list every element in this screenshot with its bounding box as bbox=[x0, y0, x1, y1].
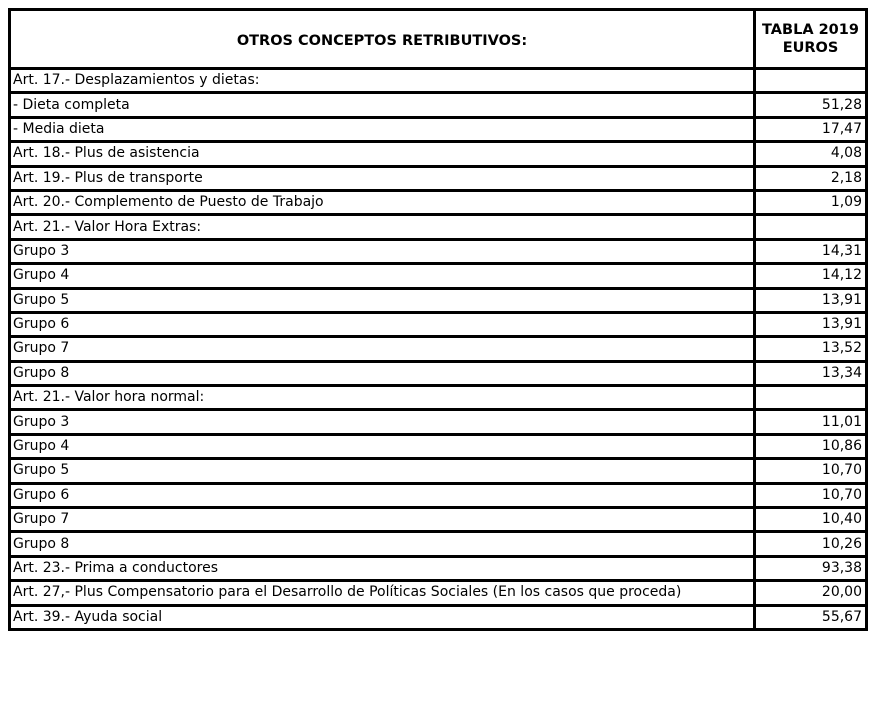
row-label: Grupo 8 bbox=[10, 361, 755, 385]
row-label: Art. 23.- Prima a conductores bbox=[10, 556, 755, 580]
row-label: Art. 39.- Ayuda social bbox=[10, 605, 755, 629]
row-label: Grupo 5 bbox=[10, 459, 755, 483]
row-label: Grupo 5 bbox=[10, 288, 755, 312]
row-value: 1,09 bbox=[755, 190, 867, 214]
row-label: Grupo 6 bbox=[10, 483, 755, 507]
table-row bbox=[10, 142, 867, 166]
row-value: 11,01 bbox=[755, 410, 867, 434]
table-row bbox=[10, 166, 867, 190]
table-row bbox=[10, 361, 867, 385]
row-value: 10,26 bbox=[755, 532, 867, 556]
table-row bbox=[10, 312, 867, 336]
row-label: Grupo 6 bbox=[10, 312, 755, 336]
row-value: 55,67 bbox=[755, 605, 867, 629]
row-label: Grupo 3 bbox=[10, 239, 755, 263]
table-row bbox=[10, 239, 867, 263]
row-label: Grupo 8 bbox=[10, 532, 755, 556]
table-row bbox=[10, 288, 867, 312]
table-row bbox=[10, 386, 867, 410]
table-row bbox=[10, 93, 867, 117]
table-row bbox=[10, 190, 867, 214]
header-table-line2: EUROS bbox=[782, 40, 839, 56]
retribution-table bbox=[8, 8, 868, 631]
row-value: 13,91 bbox=[755, 288, 867, 312]
row-value: 93,38 bbox=[755, 556, 867, 580]
row-value: 10,70 bbox=[755, 459, 867, 483]
table-row bbox=[10, 459, 867, 483]
table-row bbox=[10, 532, 867, 556]
row-value: 10,70 bbox=[755, 483, 867, 507]
table-row bbox=[10, 483, 867, 507]
row-value: 14,12 bbox=[755, 264, 867, 288]
row-value: 4,08 bbox=[755, 142, 867, 166]
row-label: Art. 21.- Valor hora normal: bbox=[10, 386, 755, 410]
header-table-line1: TABLA 2019 bbox=[762, 22, 859, 38]
row-value bbox=[755, 215, 867, 239]
table-header-row bbox=[10, 10, 867, 69]
table-row bbox=[10, 264, 867, 288]
row-value: 2,18 bbox=[755, 166, 867, 190]
row-value: 51,28 bbox=[755, 93, 867, 117]
row-label: Art. 27,- Plus Compensatorio para el Desarrollo de Políticas Sociales (En los casos que proceda) bbox=[10, 581, 755, 605]
table-row bbox=[10, 556, 867, 580]
row-label: Art. 21.- Valor Hora Extras: bbox=[10, 215, 755, 239]
table-row bbox=[10, 215, 867, 239]
table-row bbox=[10, 605, 867, 629]
row-label: - Dieta completa bbox=[10, 93, 755, 117]
table-body bbox=[10, 69, 867, 630]
row-label: Grupo 7 bbox=[10, 508, 755, 532]
table-row bbox=[10, 508, 867, 532]
table-row bbox=[10, 117, 867, 141]
row-label: - Media dieta bbox=[10, 117, 755, 141]
row-label: Grupo 7 bbox=[10, 337, 755, 361]
header-table-2019 bbox=[755, 10, 867, 69]
row-label: Grupo 3 bbox=[10, 410, 755, 434]
row-value: 10,86 bbox=[755, 434, 867, 458]
table-row bbox=[10, 69, 867, 93]
table-row bbox=[10, 581, 867, 605]
row-value: 13,52 bbox=[755, 337, 867, 361]
row-value: 20,00 bbox=[755, 581, 867, 605]
row-value bbox=[755, 69, 867, 93]
row-value: 14,31 bbox=[755, 239, 867, 263]
table-row bbox=[10, 337, 867, 361]
row-value: 13,91 bbox=[755, 312, 867, 336]
row-value: 13,34 bbox=[755, 361, 867, 385]
row-label: Art. 18.- Plus de asistencia bbox=[10, 142, 755, 166]
header-concept: OTROS CONCEPTOS RETRIBUTIVOS: bbox=[10, 10, 755, 69]
row-label: Art. 20.- Complemento de Puesto de Trabajo bbox=[10, 190, 755, 214]
table-row bbox=[10, 410, 867, 434]
table-row bbox=[10, 434, 867, 458]
row-label: Art. 19.- Plus de transporte bbox=[10, 166, 755, 190]
row-value bbox=[755, 386, 867, 410]
row-label: Art. 17.- Desplazamientos y dietas: bbox=[10, 69, 755, 93]
row-value: 10,40 bbox=[755, 508, 867, 532]
row-label: Grupo 4 bbox=[10, 264, 755, 288]
row-value: 17,47 bbox=[755, 117, 867, 141]
row-label: Grupo 4 bbox=[10, 434, 755, 458]
